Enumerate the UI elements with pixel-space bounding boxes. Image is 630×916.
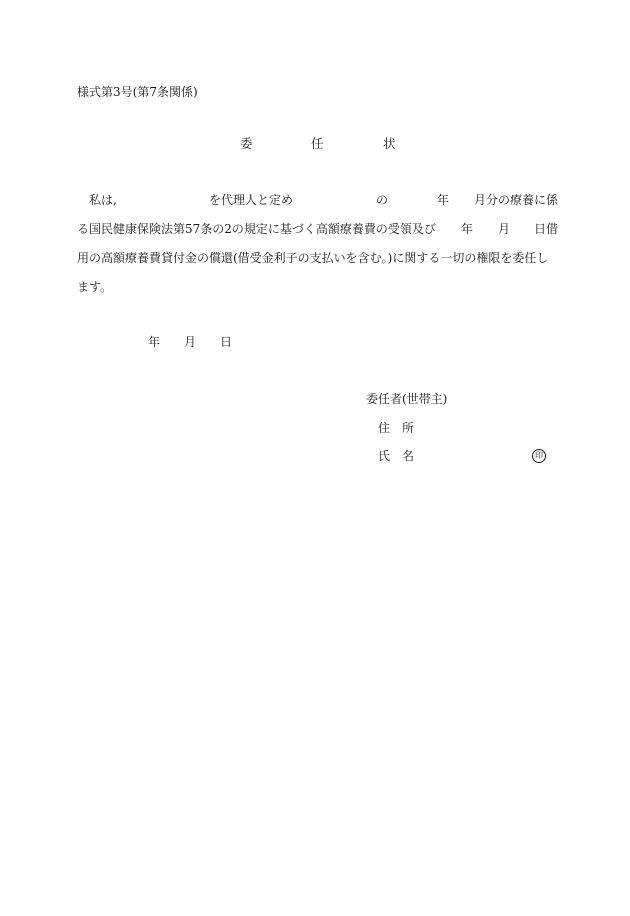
date-day: 日	[220, 335, 233, 349]
title-char-3: 状	[383, 136, 396, 151]
body-line2-b: 年	[461, 222, 474, 236]
title-char-2: 任	[311, 136, 324, 151]
body-line2-a: る国民健康保険法第57条の2の規定に基づく高額療養費の受領及び	[77, 222, 436, 236]
body-line1-e: 月分の療養に係	[474, 193, 559, 207]
body-line1-d: 年	[437, 193, 450, 207]
body-line2-d: 日借	[534, 222, 559, 236]
body-line1-a: 私は,	[89, 193, 117, 207]
body-line2-c: 月	[498, 222, 511, 236]
date-year: 年	[148, 335, 161, 349]
body-line1-c: の	[376, 193, 389, 207]
form-number: 様式第3号(第7条関係)	[77, 85, 198, 99]
body-line1-b: を代理人と定め	[209, 193, 294, 207]
date-month: 月	[184, 335, 197, 349]
body-line4: ます。	[77, 280, 113, 294]
seal-icon: 印	[532, 449, 546, 463]
name-label: 氏 名	[378, 449, 415, 463]
delegator-heading: 委任者(世帯主)	[366, 392, 448, 406]
address-label: 住 所	[378, 421, 415, 435]
title-char-1: 委	[240, 136, 253, 151]
body-line3: 用の高額療養費貸付金の償還(借受金利子の支払いを含む。)に関する一切の権限を委任し	[77, 251, 549, 265]
